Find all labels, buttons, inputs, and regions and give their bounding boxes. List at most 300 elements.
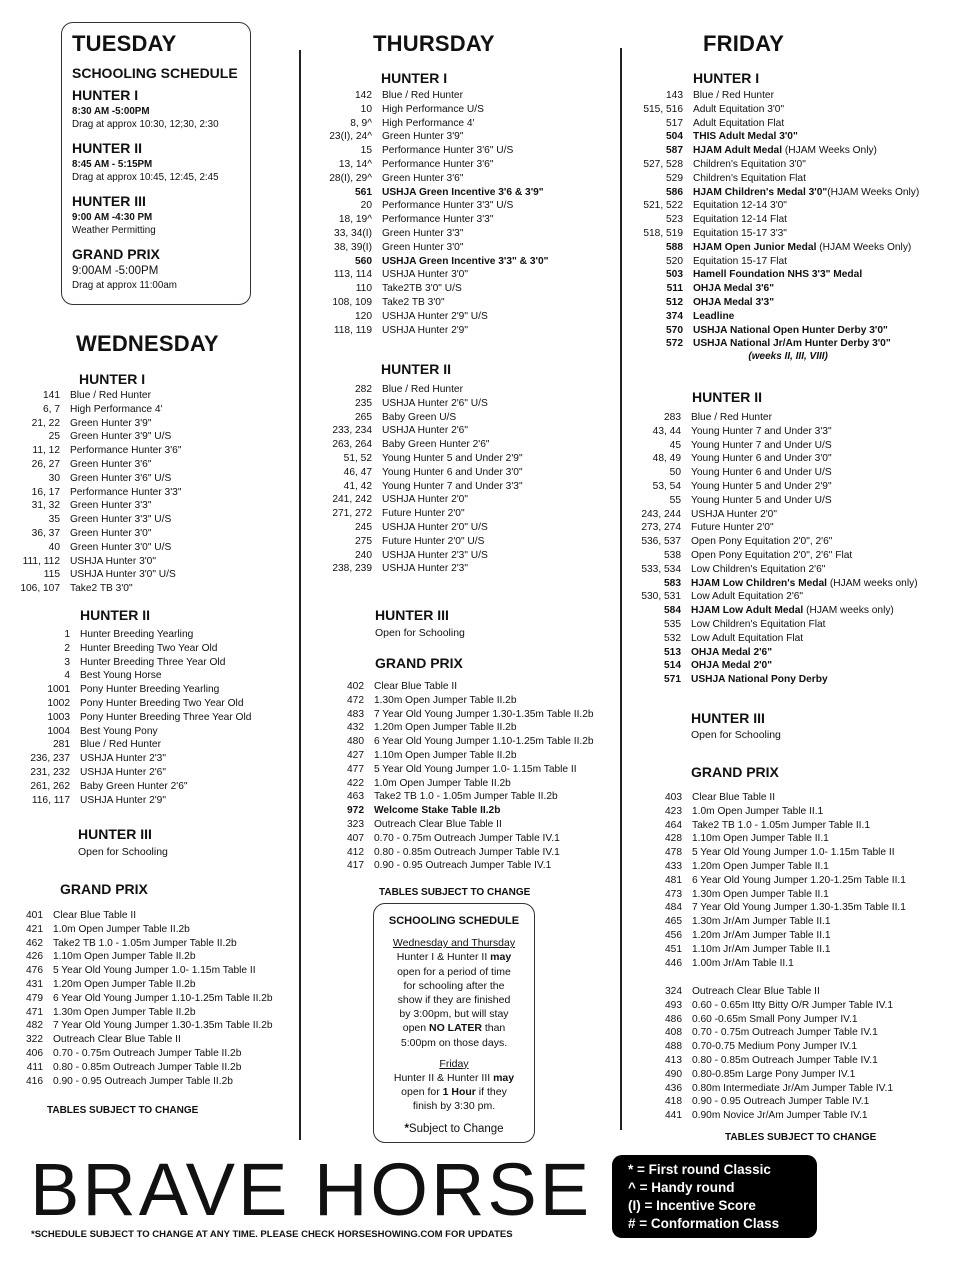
class-row — [300, 424, 523, 438]
schooling-wt-line1a: Hunter I & Hunter II — [396, 951, 491, 964]
class-name — [692, 901, 906, 915]
class-name — [70, 582, 181, 596]
class-title: 1.0m Open Jumper Table II.2b — [374, 777, 511, 789]
class-name — [53, 1019, 273, 1033]
class-row — [300, 549, 523, 563]
class-row — [300, 507, 523, 521]
class-name — [382, 493, 523, 507]
class-number: 2 — [64, 642, 70, 654]
class-number: 1 — [64, 629, 70, 640]
class-name — [70, 513, 181, 527]
fri-tables-note: TABLES SUBJECT TO CHANGE — [725, 1132, 877, 1143]
class-name — [80, 697, 251, 711]
tuesday-block-time: 8:45 AM - 5:15PM — [72, 159, 153, 170]
thu-tables-note: TABLES SUBJECT TO CHANGE — [379, 887, 531, 898]
class-number: 142 — [355, 90, 372, 101]
class-name — [693, 186, 919, 200]
schooling-wt-line2: open for a period of time — [397, 965, 511, 978]
class-title: Blue / Red Hunter — [70, 390, 151, 401]
class-title: OHJA Medal 3'3" — [693, 296, 775, 308]
class-number: 523 — [666, 214, 683, 226]
class-name — [693, 296, 919, 310]
class-row — [20, 582, 181, 596]
class-title: 0.60 -0.65m Small Pony Jumper IV.1 — [692, 1013, 858, 1025]
class-title: Best Young Pony — [80, 725, 158, 737]
class-number: 51, 52 — [343, 452, 372, 464]
class-row — [300, 255, 548, 269]
class-title: Green Hunter 3'9" U/S — [70, 431, 172, 443]
class-number: 586 — [666, 186, 683, 198]
class-title: USHJA Hunter 2'0" — [691, 508, 777, 520]
class-row — [300, 493, 523, 507]
class-title: HJAM Open Junior Medal — [693, 241, 817, 253]
class-name — [382, 310, 548, 324]
class-title: 5 Year Old Young Jumper 1.0- 1.15m Table II — [374, 763, 577, 775]
class-title: Young Hunter 6 and Under 3'0" — [382, 466, 523, 478]
class-name — [691, 659, 918, 673]
class-title: Baby Green Hunter 2'6" — [80, 780, 188, 792]
thu-hunter2-list — [300, 383, 523, 576]
class-name — [692, 860, 906, 874]
class-title: USHJA Hunter 2'3" U/S — [382, 549, 488, 561]
class-name — [693, 130, 919, 144]
class-row — [622, 282, 919, 296]
class-number: 521, 522 — [643, 200, 683, 212]
class-title: Performance Hunter 3'3" U/S — [382, 200, 514, 212]
class-number: 511 — [666, 283, 683, 295]
class-title: 0.80 - 0.85m Outreach Jumper Table IV.1 — [374, 846, 560, 858]
class-name — [374, 777, 594, 791]
class-number: 16, 17 — [31, 486, 60, 498]
class-title: Take2 TB 1.0 - 1.05m Jumper Table II.2b — [374, 791, 558, 803]
schooling-wt-line5: by 3:00pm, but will stay — [399, 1008, 509, 1021]
class-number: 6, 7 — [43, 403, 60, 415]
tuesday-block — [72, 140, 240, 184]
class-title: Clear Blue Table II — [374, 681, 458, 692]
class-name — [692, 1040, 893, 1054]
class-name — [70, 417, 181, 431]
class-number: 245 — [355, 521, 372, 533]
tuesday-grand-prix-title: GRAND PRIX — [72, 246, 160, 262]
class-title: Young Hunter 5 and Under 2'9" — [691, 480, 832, 492]
class-title: 5 Year Old Young Jumper 1.0- 1.15m Table II — [53, 965, 256, 977]
class-row — [20, 1006, 273, 1020]
class-title: USHJA Hunter 2'0" — [382, 494, 468, 506]
class-title: Performance Hunter 3'3" — [382, 214, 494, 226]
class-row — [20, 1075, 273, 1089]
class-row — [622, 172, 919, 186]
tuesday-blocks — [72, 87, 240, 237]
schooling-fri-line1 — [382, 1071, 526, 1085]
class-title: Young Hunter 5 and Under 2'9" — [382, 452, 523, 464]
class-name — [70, 555, 181, 569]
class-number: 120 — [355, 310, 372, 322]
class-row — [622, 901, 906, 915]
class-number: 116, 117 — [31, 794, 70, 806]
class-row — [300, 749, 594, 763]
class-row — [622, 324, 919, 338]
class-number: 1004 — [47, 725, 70, 737]
class-name — [374, 721, 594, 735]
class-name — [693, 199, 919, 213]
class-name — [691, 563, 918, 577]
class-number: 451 — [665, 943, 682, 955]
class-title: 1.30m Open Jumper Table II.2b — [53, 1006, 196, 1018]
class-number: 571 — [664, 674, 681, 686]
class-title: Blue / Red Hunter — [693, 90, 774, 101]
class-number: 533, 534 — [641, 563, 681, 575]
class-row — [20, 697, 251, 711]
thu-hunter1-title: HUNTER I — [381, 70, 448, 86]
class-number: 532 — [664, 632, 681, 644]
class-title: Take2 TB 1.0 - 1.05m Jumper Table II.2b — [53, 937, 237, 949]
thu-hunter1-list — [300, 89, 548, 337]
class-name — [70, 499, 181, 513]
class-row — [622, 632, 918, 646]
class-name — [80, 766, 251, 780]
class-row — [622, 213, 919, 227]
wed-grand-prix-title: GRAND PRIX — [60, 881, 148, 897]
tuesday-block-detail: Weather Permitting — [72, 225, 156, 236]
class-name — [80, 711, 251, 725]
class-number: 421 — [26, 923, 43, 935]
class-number: 587 — [666, 145, 683, 157]
class-title: Young Hunter 7 and Under U/S — [691, 439, 832, 451]
class-number: 21, 22 — [31, 417, 60, 429]
legend-item: ^ = Handy round — [628, 1180, 735, 1195]
class-title: Green Hunter 3'9" — [70, 417, 152, 429]
class-row — [20, 430, 181, 444]
class-title: Performance Hunter 3'6" — [70, 445, 182, 457]
class-name — [374, 790, 594, 804]
class-row — [20, 527, 181, 541]
class-name — [692, 1054, 893, 1068]
class-number: 261, 262 — [30, 780, 70, 792]
class-name — [691, 508, 918, 522]
class-title: Low Adult Equitation Flat — [691, 632, 804, 644]
class-title: USHJA National Pony Derby — [691, 674, 828, 686]
class-row — [20, 950, 273, 964]
class-title: 7 Year Old Young Jumper 1.30-1.35m Table II.2b — [53, 1020, 273, 1032]
class-row — [622, 874, 906, 888]
class-row — [300, 282, 548, 296]
class-row — [20, 568, 181, 582]
class-name — [53, 1033, 273, 1047]
class-row — [622, 186, 919, 200]
class-title: Take2 TB 3'0" — [70, 583, 133, 595]
class-title: Low Children's Equitation Flat — [691, 618, 826, 630]
class-number: 478 — [665, 847, 682, 859]
class-name — [382, 213, 548, 227]
class-number: 517 — [666, 117, 683, 129]
class-name — [693, 268, 919, 282]
friday-title: FRIDAY — [703, 31, 785, 56]
class-row — [300, 480, 523, 494]
class-name — [374, 708, 594, 722]
class-name — [70, 389, 181, 403]
class-number: 479 — [26, 992, 43, 1004]
class-row — [622, 337, 919, 351]
class-name — [374, 749, 594, 763]
class-row — [622, 563, 918, 577]
class-number: 413 — [665, 1054, 682, 1066]
class-row — [622, 805, 906, 819]
class-name — [53, 950, 273, 964]
class-title: Baby Green U/S — [382, 411, 457, 423]
class-name — [382, 507, 523, 521]
tuesday-block-time: 8:30 AM -5:00PM — [72, 106, 150, 117]
class-title: USHJA Hunter 3'0" — [382, 269, 468, 281]
tuesday-block — [72, 87, 240, 131]
class-row — [20, 683, 251, 697]
class-number: 1003 — [47, 711, 70, 723]
class-title: USHJA Hunter 2'9" U/S — [382, 310, 488, 322]
class-name — [80, 725, 251, 739]
class-name — [382, 144, 548, 158]
class-number: 31, 32 — [31, 500, 60, 512]
class-title: Clear Blue Table II — [53, 910, 137, 921]
class-title: Green Hunter 3'0" — [382, 241, 464, 253]
class-row — [20, 909, 273, 923]
wednesday-title: WEDNESDAY — [76, 331, 219, 356]
class-title: 6 Year Old Young Jumper 1.10-1.25m Table II.2b — [374, 736, 594, 748]
class-name — [374, 859, 594, 873]
class-title: Green Hunter 3'9" — [382, 131, 464, 143]
class-number: 561 — [355, 186, 372, 198]
class-name — [374, 804, 594, 818]
class-row — [300, 846, 594, 860]
class-title: Hunter Breeding Yearling — [80, 629, 194, 640]
class-title: 0.80 - 0.85m Outreach Jumper Table IV.1 — [692, 1054, 878, 1066]
class-row — [622, 411, 918, 425]
class-number: 436 — [665, 1082, 682, 1094]
class-name — [70, 458, 181, 472]
wed-grand-prix-list — [20, 909, 273, 1088]
class-name — [382, 255, 548, 269]
class-title: THIS Adult Medal 3'0" — [693, 131, 798, 143]
class-row — [622, 494, 918, 508]
class-row — [622, 89, 919, 103]
class-number: 560 — [355, 255, 372, 267]
class-row — [622, 521, 918, 535]
schooling-wt-line6 — [382, 1021, 526, 1035]
class-name — [382, 130, 548, 144]
class-name — [382, 296, 548, 310]
class-name — [691, 425, 918, 439]
class-name — [382, 89, 548, 103]
class-number: 483 — [347, 708, 364, 720]
fri-hunter1-list — [622, 89, 919, 362]
class-number: 23(I), 24^ — [329, 131, 372, 143]
class-title: 1.30m Open Jumper Table II.1 — [692, 888, 829, 900]
class-name — [693, 117, 919, 131]
class-title: Baby Green Hunter 2'6" — [382, 439, 490, 451]
class-name — [693, 310, 919, 324]
class-number: 233, 234 — [332, 425, 372, 437]
class-number: 504 — [666, 131, 683, 143]
class-name — [692, 846, 906, 860]
class-name — [70, 527, 181, 541]
class-title: HJAM Low Children's Medal — [691, 577, 828, 589]
class-row — [20, 937, 273, 951]
tuesday-block-detail: Drag at approx 10:30, 12;30, 2:30 — [72, 119, 219, 130]
class-number: 28(I), 29^ — [329, 172, 372, 184]
class-row — [20, 403, 181, 417]
class-number: 402 — [347, 681, 364, 692]
class-row — [20, 389, 181, 403]
class-row — [622, 577, 918, 591]
class-name — [382, 480, 523, 494]
class-name — [80, 656, 251, 670]
class-row — [300, 818, 594, 832]
class-row — [300, 383, 523, 397]
class-title: Hunter Breeding Two Year Old — [80, 642, 218, 654]
class-number: 110 — [355, 283, 372, 295]
class-name — [692, 1109, 893, 1123]
class-title: Performance Hunter 3'3" — [70, 486, 182, 498]
class-title: Leadline — [693, 310, 735, 322]
class-row — [300, 452, 523, 466]
class-name — [382, 227, 548, 241]
class-title: USHJA Hunter 2'0" U/S — [382, 521, 488, 533]
legend-item: (I) = Incentive Score — [628, 1198, 756, 1213]
class-name — [53, 1047, 273, 1061]
class-number: 408 — [665, 1027, 682, 1039]
class-number: 515, 516 — [643, 103, 683, 115]
class-name — [382, 186, 548, 200]
tuesday-block-detail: Drag at approx 10:45, 12:45, 2:45 — [72, 172, 219, 183]
class-row — [622, 1095, 893, 1109]
class-title: Green Hunter 3'6" — [70, 458, 152, 470]
class-title: 7 Year Old Young Jumper 1.30-1.35m Table II.1 — [692, 902, 906, 914]
class-name — [691, 466, 918, 480]
class-title: 0.90m Novice Jr/Am Jumper Table IV.1 — [692, 1110, 868, 1122]
class-row — [300, 397, 523, 411]
class-name — [382, 268, 548, 282]
fri-hunter3-text: Open for Schooling — [691, 729, 781, 741]
class-row — [622, 832, 906, 846]
class-name — [691, 673, 918, 687]
class-title: Equitation 12-14 3'0" — [693, 200, 787, 212]
class-number: 417 — [347, 860, 364, 872]
class-number: 432 — [347, 722, 364, 734]
class-title: Equitation 15-17 3'3" — [693, 227, 787, 239]
class-number: 141 — [43, 390, 60, 401]
schooling-wt-line1 — [382, 950, 526, 964]
schooling-wt-line7: 5:00pm on those days. — [400, 1036, 508, 1049]
class-title: Performance Hunter 3'6" — [382, 158, 494, 170]
class-title: 1.0m Open Jumper Table II.2b — [53, 923, 190, 935]
class-number: 324 — [665, 986, 682, 997]
class-number: 584 — [664, 605, 681, 617]
class-title: Blue / Red Hunter — [382, 384, 463, 395]
class-number: 433 — [665, 860, 682, 872]
class-row — [622, 860, 906, 874]
class-row — [20, 752, 251, 766]
class-name — [382, 549, 523, 563]
class-number: 572 — [666, 338, 683, 350]
class-name — [691, 480, 918, 494]
class-number: 503 — [666, 269, 683, 281]
class-row — [300, 521, 523, 535]
brand-logo: BRAVE HORSE — [30, 1148, 593, 1231]
class-name — [691, 577, 918, 591]
class-row — [300, 117, 548, 131]
class-row — [622, 268, 919, 282]
class-title: Blue / Red Hunter — [691, 412, 772, 423]
class-number: 241, 242 — [332, 494, 372, 506]
class-title: Take2 TB 3'0" — [382, 296, 445, 308]
schooling-wt-line1b: may — [490, 951, 512, 964]
class-row — [300, 790, 594, 804]
class-row — [300, 324, 548, 338]
class-title: Low Children's Equitation 2'6" — [691, 563, 826, 575]
class-name — [382, 452, 523, 466]
class-name — [692, 791, 906, 805]
class-row — [300, 158, 548, 172]
class-row — [300, 227, 548, 241]
class-name — [80, 738, 251, 752]
class-name — [382, 466, 523, 480]
class-title: Pony Hunter Breeding Yearling — [80, 684, 220, 696]
class-row — [622, 1054, 893, 1068]
class-row — [300, 411, 523, 425]
class-number: 431 — [26, 978, 43, 990]
class-row — [20, 1033, 273, 1047]
class-name — [692, 1013, 893, 1027]
class-title: Adult Equitation 3'0" — [693, 103, 785, 115]
class-name — [80, 752, 251, 766]
class-number: 33, 34(I) — [334, 227, 372, 239]
thu-hunter3-title: HUNTER III — [375, 607, 449, 623]
class-row — [622, 480, 918, 494]
class-number: 583 — [664, 577, 681, 589]
class-number: 113, 114 — [333, 269, 372, 281]
class-title: Pony Hunter Breeding Two Year Old — [80, 697, 244, 709]
class-number: 412 — [347, 846, 364, 858]
class-name — [693, 158, 919, 172]
class-name — [691, 646, 918, 660]
class-number: 972 — [347, 805, 364, 817]
class-name — [80, 794, 251, 808]
class-title: Green Hunter 3'6" U/S — [70, 472, 172, 484]
class-name — [70, 430, 181, 444]
class-title: Low Adult Equitation 2'6" — [691, 591, 804, 603]
class-row — [622, 199, 919, 213]
class-title: 6 Year Old Young Jumper 1.20-1.25m Table II.1 — [692, 874, 906, 886]
class-title: 1.20m Open Jumper Table II.2b — [53, 978, 196, 990]
class-qualifier: (HJAM weeks only) — [827, 577, 918, 589]
class-name — [53, 964, 273, 978]
fri-hunter3-title: HUNTER III — [691, 710, 765, 726]
class-title: 0.70 - 0.75m Outreach Jumper Table II.2b — [53, 1047, 242, 1059]
class-number: 13, 14^ — [338, 158, 372, 170]
class-title: Outreach Clear Blue Table II — [53, 1034, 181, 1046]
class-row — [622, 130, 919, 144]
class-number: 238, 239 — [332, 563, 372, 575]
class-row — [622, 103, 919, 117]
class-row — [20, 725, 251, 739]
class-number: 406 — [26, 1047, 43, 1059]
class-row — [20, 499, 181, 513]
class-title: Outreach Clear Blue Table II — [374, 818, 502, 830]
schooling-wt-line4: show if they are finished — [397, 994, 511, 1007]
class-number: 36, 37 — [31, 527, 60, 539]
class-name — [692, 805, 906, 819]
class-title: Blue / Red Hunter — [80, 739, 161, 751]
class-name — [53, 909, 273, 923]
class-number: 471 — [26, 1006, 43, 1018]
